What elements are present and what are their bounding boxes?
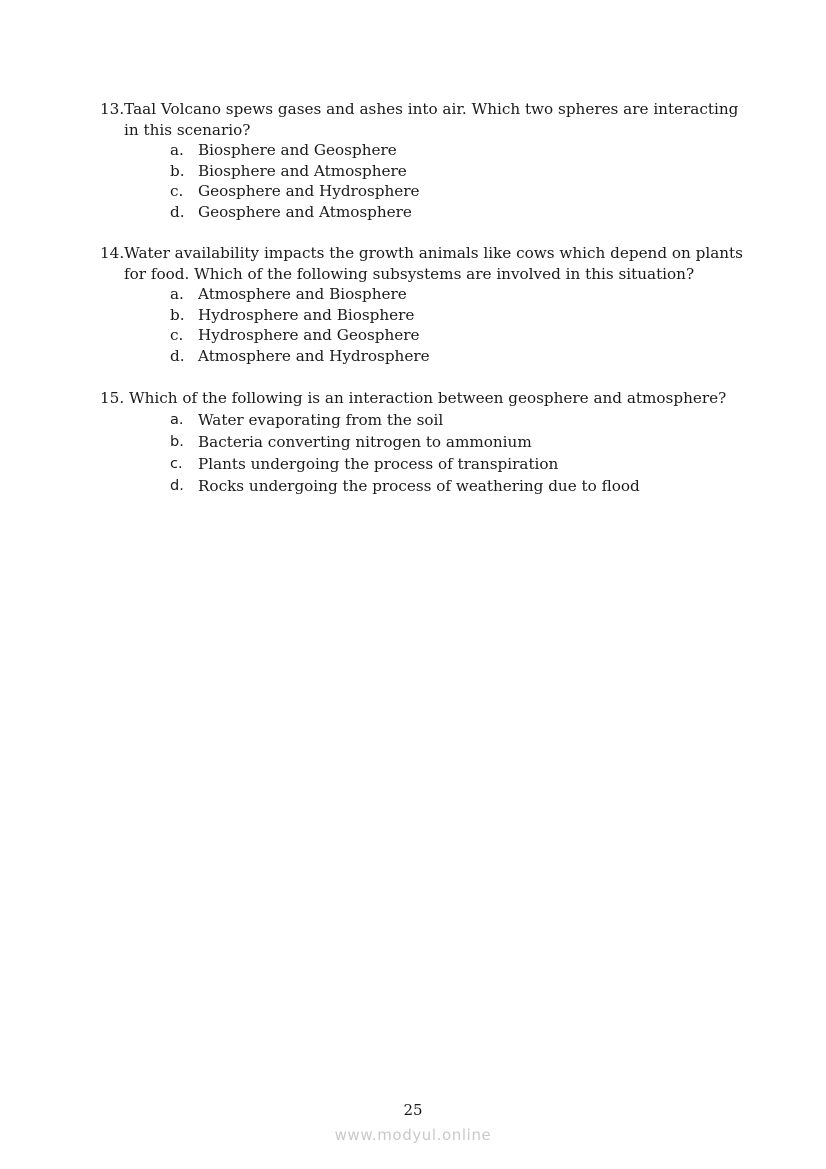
question-13-choices bbox=[100, 140, 740, 223]
question-13-stem-line-1 bbox=[100, 99, 740, 120]
question-15-choice-a bbox=[100, 410, 740, 432]
choice-text: Biosphere and Geosphere bbox=[198, 141, 397, 159]
choice-letter: d. bbox=[170, 478, 184, 495]
choice-text: Atmosphere and Biosphere bbox=[198, 285, 407, 303]
choice-letter: b. bbox=[170, 161, 185, 180]
question-13-choice-a bbox=[100, 140, 740, 161]
choice-text: Rocks undergoing the process of weathering due to flood bbox=[198, 477, 640, 496]
question-14-choice-b bbox=[100, 305, 740, 326]
question-13-stem-line-2: in this scenario? bbox=[124, 120, 251, 139]
question-13-number: 13. bbox=[100, 100, 125, 118]
choice-letter: c. bbox=[170, 326, 184, 345]
question-13-choice-d bbox=[100, 202, 740, 223]
question-14-stem-line-1 bbox=[100, 243, 743, 264]
choice-text: Geosphere and Hydrosphere bbox=[198, 182, 420, 201]
question-15-stem-text-1: Which of the following is an interaction between geosphere and atmosphere? bbox=[128, 389, 727, 407]
question-14-choice-c bbox=[100, 325, 740, 346]
choice-letter: d. bbox=[170, 347, 185, 366]
question-15 bbox=[100, 388, 740, 498]
question-13-stem-text-1: Taal Volcano spews gases and ashes into air. Which two spheres are interacting bbox=[124, 100, 739, 118]
page-number: 25 bbox=[403, 1101, 423, 1119]
choice-letter: a. bbox=[170, 285, 184, 303]
choice-text: Water evaporating from the soil bbox=[198, 410, 444, 429]
question-14-stem-line-2: for food. Which of the following subsystems are involved in this situation? bbox=[124, 264, 695, 283]
question-14-choice-d bbox=[100, 346, 740, 367]
question-13-choice-b bbox=[100, 161, 740, 182]
choice-text: Hydrosphere and Geosphere bbox=[198, 326, 420, 345]
question-15-choices bbox=[100, 410, 740, 499]
watermark: www.modyul.online bbox=[334, 1126, 492, 1144]
question-15-choice-d bbox=[100, 476, 740, 498]
question-15-stem-line-1 bbox=[100, 388, 740, 409]
question-15-choice-b bbox=[100, 432, 740, 454]
question-14-stem-text-1: Water availability impacts the growth animals like cows which depend on plants bbox=[124, 244, 743, 262]
question-14-choices bbox=[100, 284, 740, 367]
question-15-choice-c bbox=[100, 454, 740, 476]
choice-letter: a. bbox=[170, 411, 184, 428]
choice-letter: b. bbox=[170, 305, 185, 324]
choice-letter: b. bbox=[170, 433, 184, 450]
question-14 bbox=[100, 243, 743, 367]
choice-letter: d. bbox=[170, 203, 185, 222]
question-15-number: 15. bbox=[100, 389, 125, 407]
choice-letter: a. bbox=[170, 141, 184, 159]
question-13 bbox=[100, 99, 740, 223]
choice-text: Hydrosphere and Biosphere bbox=[198, 305, 415, 324]
question-14-choice-a bbox=[100, 284, 740, 305]
choice-text: Atmosphere and Hydrosphere bbox=[198, 347, 430, 366]
choice-text: Biosphere and Atmosphere bbox=[198, 161, 407, 180]
choice-letter: c. bbox=[170, 182, 184, 201]
choice-text: Geosphere and Atmosphere bbox=[198, 203, 412, 222]
question-14-number: 14. bbox=[100, 244, 125, 262]
question-13-choice-c bbox=[100, 181, 740, 202]
choice-text: Plants undergoing the process of transpiration bbox=[198, 454, 559, 473]
choice-letter: c. bbox=[170, 455, 183, 472]
choice-text: Bacteria converting nitrogen to ammonium bbox=[198, 432, 532, 451]
